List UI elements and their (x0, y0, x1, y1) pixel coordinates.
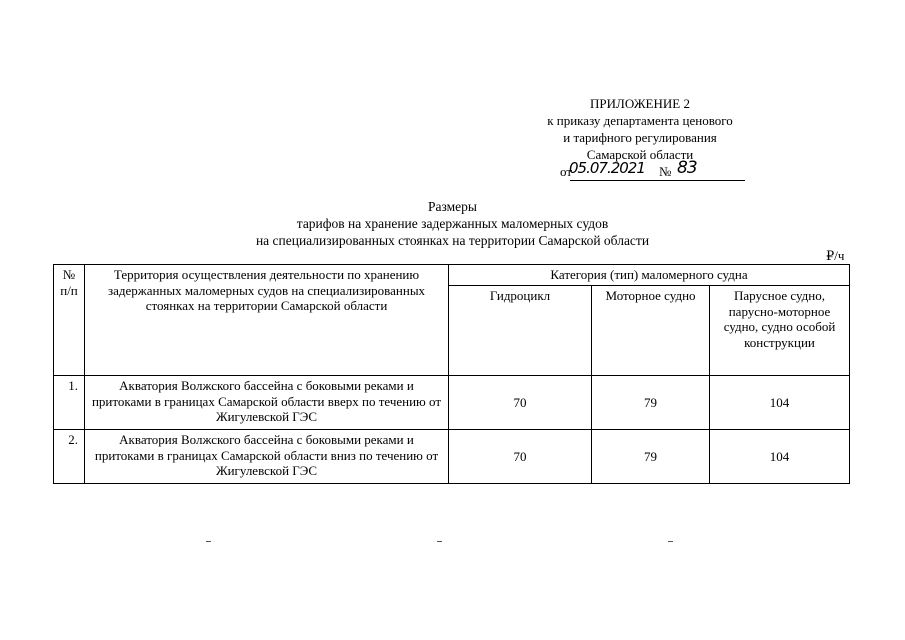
date-prefix: от (560, 164, 573, 179)
appendix-line-2: и тарифного регулирования (563, 130, 717, 145)
title-line-1: Размеры (428, 199, 477, 214)
scan-artifact (668, 541, 673, 542)
table-row (54, 430, 850, 484)
subheader-sailboat: Парусное судно, парусно-моторное судно, судно особой конструкции (710, 286, 850, 376)
table-row (54, 376, 850, 430)
subheader-jetski: Гидроцикл (449, 286, 592, 376)
appendix-title: ПРИЛОЖЕНИЕ 2 (590, 96, 690, 111)
signature-underline (570, 180, 745, 181)
row-2-num: 2. (54, 430, 85, 484)
header-territory: Территория осуществления деятельности по хранению задержанных маломерных судов на специализированных стоянках на территории Самарской области (85, 265, 449, 376)
row-1-num: 1. (54, 376, 85, 430)
header-category: Категория (тип) маломерного судна (449, 265, 850, 286)
header-num: № п/п (54, 265, 85, 376)
row-2-jetski-value: 70 (449, 430, 592, 484)
order-date-line (560, 158, 745, 181)
appendix-line-3: Самарской области (586, 147, 694, 162)
row-2-territory: Акватория Волжского бассейна с боковыми реками и притоками в границах Самарской области вниз по течению от Жигулевской ГЭС (85, 430, 449, 484)
number-sign: № (659, 164, 672, 179)
appendix-line-1: к приказу департамента ценового (547, 113, 733, 128)
row-1-sailboat-value: 104 (710, 376, 850, 430)
row-1-territory: Акватория Волжского бассейна с боковыми реками и притоками в границах Самарской области вверх по течению от Жигулевской ГЭС (85, 376, 449, 430)
document-title (180, 198, 725, 249)
appendix-header (520, 95, 760, 163)
handwritten-date: 05.07.2021 (569, 159, 645, 177)
row-1-jetski-value: 70 (449, 376, 592, 430)
row-2-motorboat-value: 79 (592, 430, 710, 484)
scan-artifact (206, 541, 211, 542)
title-line-2: тарифов на хранение задержанных маломерных судов (296, 216, 609, 231)
row-1-motorboat-value: 79 (592, 376, 710, 430)
row-2-sailboat-value: 104 (710, 430, 850, 484)
table-header-row (54, 265, 850, 286)
scan-artifact (437, 541, 442, 542)
unit-label: ₽/ч (826, 248, 845, 263)
subheader-motorboat: Моторное судно (592, 286, 710, 376)
handwritten-order-number: 83 (677, 158, 697, 178)
tariff-table (53, 264, 850, 484)
title-line-3: на специализированных стоянках на территории Самарской области (255, 233, 650, 248)
